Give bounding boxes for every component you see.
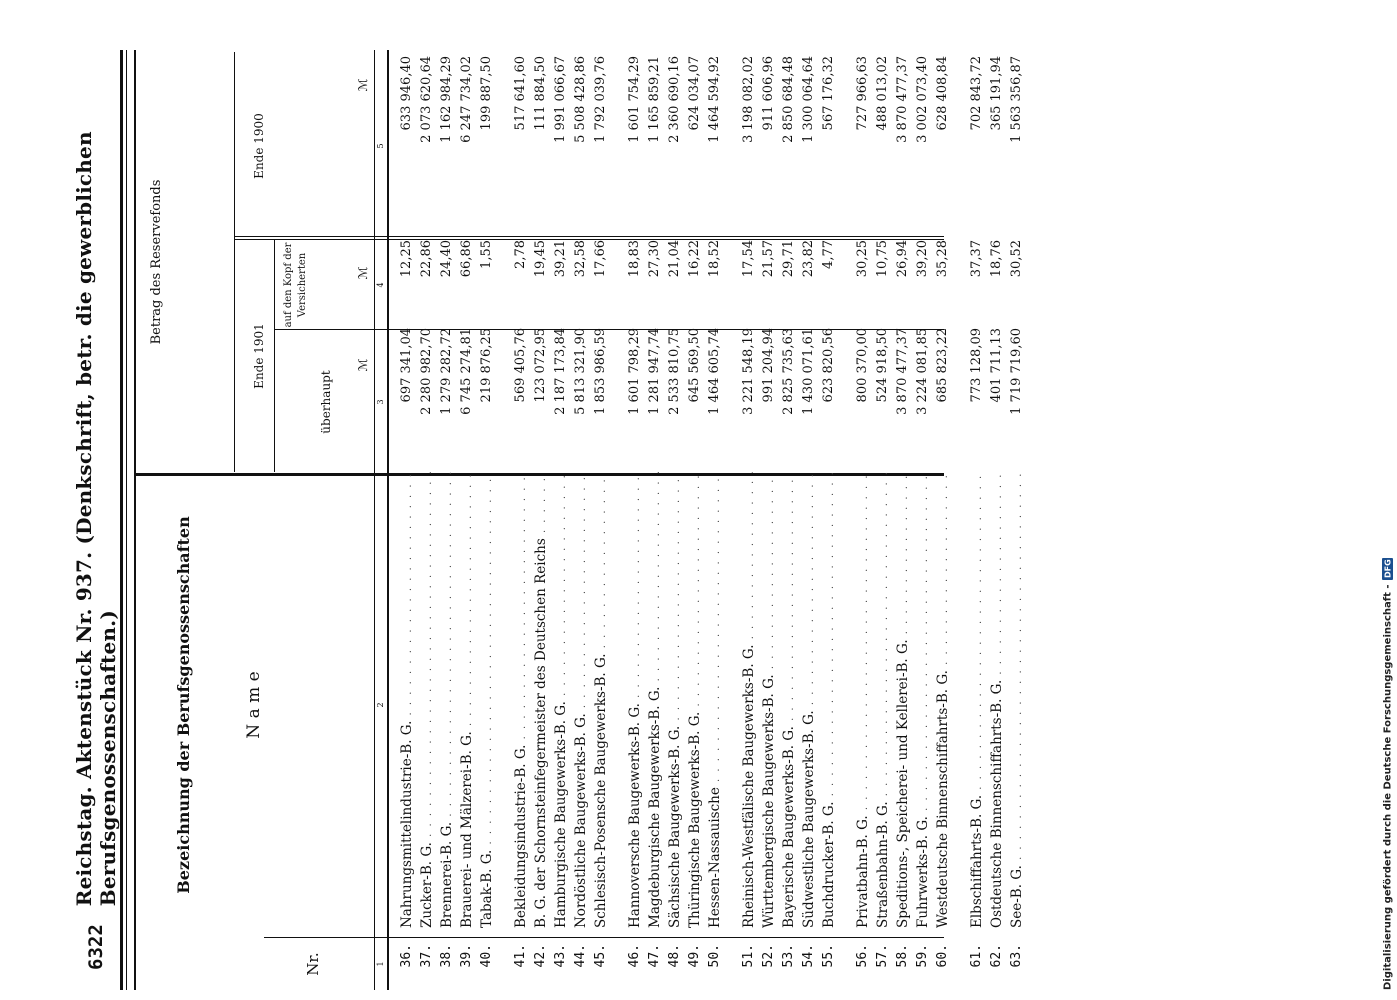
row-number: 45. xyxy=(593,944,608,968)
row-end-1900: 2 360 690,16 xyxy=(667,56,682,143)
row-name: Südwestliche Baugewerks-B. G. . . . xyxy=(801,472,817,928)
row-total: 685 823,22 xyxy=(935,328,950,403)
dfg-logo: DFG xyxy=(1383,559,1393,579)
row-total: 1 719 719,60 xyxy=(1009,328,1024,415)
row-end-1900: 1 563 356,87 xyxy=(1009,56,1024,143)
row-number: 61. xyxy=(969,944,984,968)
row-number: 50. xyxy=(707,944,722,968)
col-name-group: Bezeichnung der Berufsgenossenschaften xyxy=(174,516,193,894)
table-row xyxy=(989,40,1008,980)
col-percap-label: auf den Kopf der Versicherten xyxy=(283,242,308,328)
table-row xyxy=(533,40,552,980)
row-number: 46. xyxy=(627,944,642,968)
row-number: 44. xyxy=(573,944,588,968)
table-row xyxy=(761,40,780,980)
row-per-capita: 24,40 xyxy=(439,240,454,278)
row-total: 2 533 810,75 xyxy=(667,328,682,415)
row-end-1900: 3 002 073,40 xyxy=(915,56,930,143)
credit-text: Digitalisierung gefördert durch die Deutsche Forschungsgemeinschaft - xyxy=(1382,584,1394,990)
row-name: See-B. G. . . . xyxy=(1009,472,1025,928)
row-total: 3 870 477,37 xyxy=(895,328,910,415)
row-number: 51. xyxy=(741,944,756,968)
row-name: Sächsische Baugewerks-B. G. . . . xyxy=(667,472,683,928)
page-header xyxy=(72,70,120,970)
row-number: 59. xyxy=(915,944,930,968)
row-per-capita: 18,83 xyxy=(627,240,642,278)
row-per-capita: 10,75 xyxy=(875,240,890,278)
table-row xyxy=(439,40,458,980)
row-end-1900: 1 792 039,76 xyxy=(593,56,608,143)
table-row xyxy=(687,40,706,980)
row-total: 401 711,13 xyxy=(989,328,1004,403)
row-per-capita: 30,25 xyxy=(855,240,870,278)
row-end-1900: 1 165 859,21 xyxy=(647,56,662,143)
row-number: 55. xyxy=(821,944,836,968)
col-name-label: N a m e xyxy=(244,671,264,739)
row-total: 645 569,50 xyxy=(687,328,702,403)
row-name: Buchdrucker-B. G. . . . xyxy=(821,472,837,928)
row-total: 2 187 173,84 xyxy=(553,328,568,415)
table-row xyxy=(935,40,954,980)
row-name: Nordöstliche Baugewerks-B. G. . . . xyxy=(573,472,589,928)
table-row xyxy=(553,40,572,980)
row-per-capita: 23,82 xyxy=(801,240,816,278)
row-end-1900: 624 034,07 xyxy=(687,56,702,131)
row-total: 6 745 274,81 xyxy=(459,328,474,415)
col-nr-label: Nr. xyxy=(304,952,322,976)
row-number: 48. xyxy=(667,944,682,968)
row-number: 58. xyxy=(895,944,910,968)
row-total: 2 280 982,70 xyxy=(419,328,434,415)
row-name: Privatbahn-B. G. . . . xyxy=(855,472,871,928)
row-total: 1 464 605,74 xyxy=(707,328,722,415)
row-name: Thüringische Baugewerks-B. G. . . . xyxy=(687,472,703,928)
table-top-rule xyxy=(134,50,136,990)
row-name: Brauerei- und Mälzerei-B. G. . . . xyxy=(459,472,475,928)
row-total: 123 072,95 xyxy=(533,328,548,403)
table-row xyxy=(707,40,726,980)
row-total: 623 820,56 xyxy=(821,328,836,403)
row-total: 3 224 081,85 xyxy=(915,328,930,415)
row-number: 53. xyxy=(781,944,796,968)
row-end-1900: 633 946,40 xyxy=(399,56,414,131)
row-number: 56. xyxy=(855,944,870,968)
colnum-rule-bottom xyxy=(387,50,389,990)
row-number: 47. xyxy=(647,944,662,968)
row-number: 38. xyxy=(439,944,454,968)
row-name: Ostdeutsche Binnenschiffahrts-B. G. . . . xyxy=(989,472,1005,928)
table-row xyxy=(741,40,760,980)
col-1901-group: Ende 1901 xyxy=(252,323,266,389)
row-name: Rheinisch-Westfälische Baugewerks-B. G. . . . xyxy=(741,472,757,928)
row-total: 697 341,04 xyxy=(399,328,414,403)
row-name: Magdeburgische Baugewerks-B. G. . . . xyxy=(647,472,663,928)
row-name: Speditions-, Speicherei- und Kellerei-B. G. . . . xyxy=(895,472,911,928)
row-end-1900: 702 843,72 xyxy=(969,56,984,131)
row-per-capita: 17,66 xyxy=(593,240,608,278)
row-number: 42. xyxy=(533,944,548,968)
row-total: 1 601 798,29 xyxy=(627,328,642,415)
table-row xyxy=(1009,40,1028,980)
row-number: 54. xyxy=(801,944,816,968)
row-end-1900: 1 162 984,29 xyxy=(439,56,454,143)
row-number: 43. xyxy=(553,944,568,968)
row-per-capita: 4,77 xyxy=(821,240,836,269)
colnum-5: 5 xyxy=(376,143,385,149)
row-per-capita: 18,52 xyxy=(707,240,722,278)
row-per-capita: 26,94 xyxy=(895,240,910,278)
row-total: 991 204,94 xyxy=(761,328,776,403)
row-per-capita: 22,86 xyxy=(419,240,434,278)
row-end-1900: 2 850 684,48 xyxy=(781,56,796,143)
row-per-capita: 27,30 xyxy=(647,240,662,278)
row-number: 49. xyxy=(687,944,702,968)
row-number: 60. xyxy=(935,944,950,968)
col-reserve-group: Betrag des Reservefonds xyxy=(149,179,164,345)
table-row xyxy=(627,40,646,980)
row-per-capita: 37,37 xyxy=(969,240,984,278)
row-end-1900: 911 606,96 xyxy=(761,56,776,131)
row-name: B. G. der Schornsteinfegermeister des Deutschen Reichs . . . xyxy=(533,472,549,928)
row-per-capita: 19,45 xyxy=(533,240,548,278)
row-number: 62. xyxy=(989,944,1004,968)
colnum-1: 1 xyxy=(376,961,385,967)
row-end-1900: 628 408,84 xyxy=(935,56,950,131)
row-total: 1 281 947,74 xyxy=(647,328,662,415)
row-total: 2 825 735,63 xyxy=(781,328,796,415)
colnum-3: 3 xyxy=(376,399,385,405)
table-row xyxy=(459,40,478,980)
row-total: 3 221 548,19 xyxy=(741,328,756,415)
row-end-1900: 517 641,60 xyxy=(513,56,528,131)
row-name: Hannoversche Baugewerks-B. G. . . . xyxy=(627,472,643,928)
row-name: Fuhrwerks-B. G. . . . xyxy=(915,472,931,928)
row-end-1900: 567 176,32 xyxy=(821,56,836,131)
row-name: Brennerei-B. G. . . . xyxy=(439,472,455,928)
row-name: Bekleidungsindustrie-B. G. . . . xyxy=(513,472,529,928)
row-name: Zucker-B. G. . . . xyxy=(419,472,435,928)
row-name: Schlesisch-Posensche Baugewerks-B. G. . . . xyxy=(593,472,609,928)
row-total: 1 279 282,72 xyxy=(439,328,454,415)
row-number: 40. xyxy=(479,944,494,968)
row-name: Württembergische Baugewerks-B. G. . . . xyxy=(761,472,777,928)
row-end-1900: 727 966,63 xyxy=(855,56,870,131)
table-row xyxy=(969,40,988,980)
row-per-capita: 21,04 xyxy=(667,240,682,278)
row-end-1900: 5 508 428,86 xyxy=(573,56,588,143)
row-per-capita: 17,54 xyxy=(741,240,756,278)
row-end-1900: 1 300 064,64 xyxy=(801,56,816,143)
row-number: 41. xyxy=(513,944,528,968)
table-row xyxy=(573,40,592,980)
row-total: 1 853 986,59 xyxy=(593,328,608,415)
unit-mark-col3: ℳ xyxy=(356,358,370,372)
table-row xyxy=(895,40,914,980)
row-end-1900: 1 601 754,29 xyxy=(627,56,642,143)
row-end-1900: 3 870 477,37 xyxy=(895,56,910,143)
row-per-capita: 39,21 xyxy=(553,240,568,278)
row-name: Hessen-Nassauische . . . xyxy=(707,472,723,928)
reserve-group-rule xyxy=(234,52,235,472)
row-per-capita: 30,52 xyxy=(1009,240,1024,278)
row-number: 63. xyxy=(1009,944,1024,968)
row-number: 39. xyxy=(459,944,474,968)
table-row xyxy=(399,40,418,980)
row-per-capita: 18,76 xyxy=(989,240,1004,278)
row-total: 569 405,76 xyxy=(513,328,528,403)
row-total: 800 370,00 xyxy=(855,328,870,403)
col-1900-label: Ende 1900 xyxy=(252,113,266,179)
row-end-1900: 1 991 066,67 xyxy=(553,56,568,143)
row-total: 219 876,25 xyxy=(479,328,494,403)
page-number: 6322 xyxy=(85,924,107,970)
table-row xyxy=(419,40,438,980)
table-row xyxy=(801,40,820,980)
row-end-1900: 199 887,50 xyxy=(479,56,494,131)
row-end-1900: 488 013,02 xyxy=(875,56,890,131)
rotated-page xyxy=(64,40,1134,1000)
row-name: Bayerische Baugewerks-B. G. . . . xyxy=(781,472,797,928)
row-number: 36. xyxy=(399,944,414,968)
table-row xyxy=(875,40,894,980)
page-title: Reichstag. Aktenstück Nr. 937. (Denkschrift, betr. die gewerblichen Berufsgenossenschaften.) xyxy=(72,131,120,907)
table-row xyxy=(915,40,934,980)
header-rule-thick xyxy=(120,50,123,990)
row-name: Nahrungsmittelindustrie-B. G. . . . xyxy=(399,472,415,928)
table-row xyxy=(855,40,874,980)
row-end-1900: 1 464 594,92 xyxy=(707,56,722,143)
row-name: Westdeutsche Binnenschiffahrts-B. G. . . . xyxy=(935,472,951,928)
row-per-capita: 2,78 xyxy=(513,240,528,269)
row-name: Hamburgische Baugewerks-B. G. . . . xyxy=(553,472,569,928)
table-row xyxy=(647,40,666,980)
row-total: 5 813 321,90 xyxy=(573,328,588,415)
row-number: 57. xyxy=(875,944,890,968)
row-total: 1 430 071,61 xyxy=(801,328,816,415)
row-number: 52. xyxy=(761,944,776,968)
row-end-1900: 3 198 082,02 xyxy=(741,56,756,143)
row-end-1900: 2 073 620,64 xyxy=(419,56,434,143)
header-rule-thin xyxy=(126,50,127,990)
table-row xyxy=(781,40,800,980)
row-name: Tabak-B. G. . . . xyxy=(479,472,495,928)
row-end-1900: 6 247 734,02 xyxy=(459,56,474,143)
row-per-capita: 16,22 xyxy=(687,240,702,278)
col-total-label: überhaupt xyxy=(319,370,333,434)
row-total: 773 128,09 xyxy=(969,328,984,403)
row-per-capita: 29,71 xyxy=(781,240,796,278)
row-per-capita: 12,25 xyxy=(399,240,414,278)
table-row xyxy=(821,40,840,980)
colnum-4: 4 xyxy=(376,282,385,288)
colnum-2: 2 xyxy=(376,702,385,708)
table-row xyxy=(479,40,498,980)
row-end-1900: 365 191,94 xyxy=(989,56,1004,131)
row-number: 37. xyxy=(419,944,434,968)
table-row xyxy=(513,40,532,980)
row-per-capita: 1,55 xyxy=(479,240,494,269)
row-name: Elbschiffahrts-B. G. . . . xyxy=(969,472,985,928)
row-name: Straßenbahn-B. G. . . . xyxy=(875,472,891,928)
row-per-capita: 21,57 xyxy=(761,240,776,278)
row-per-capita: 32,58 xyxy=(573,240,588,278)
row-per-capita: 35,28 xyxy=(935,240,950,278)
colnum-rule-top xyxy=(374,50,375,990)
row-per-capita: 39,20 xyxy=(915,240,930,278)
row-per-capita: 66,86 xyxy=(459,240,474,278)
table-row xyxy=(593,40,612,980)
row-end-1900: 111 884,50 xyxy=(533,56,548,131)
group-1901-rule xyxy=(274,240,275,472)
unit-mark-col4: ℳ xyxy=(356,266,370,280)
row-total: 524 918,50 xyxy=(875,328,890,403)
unit-mark-col5: ℳ xyxy=(356,78,370,92)
table-row xyxy=(667,40,686,980)
digitization-credit xyxy=(1378,10,1397,990)
